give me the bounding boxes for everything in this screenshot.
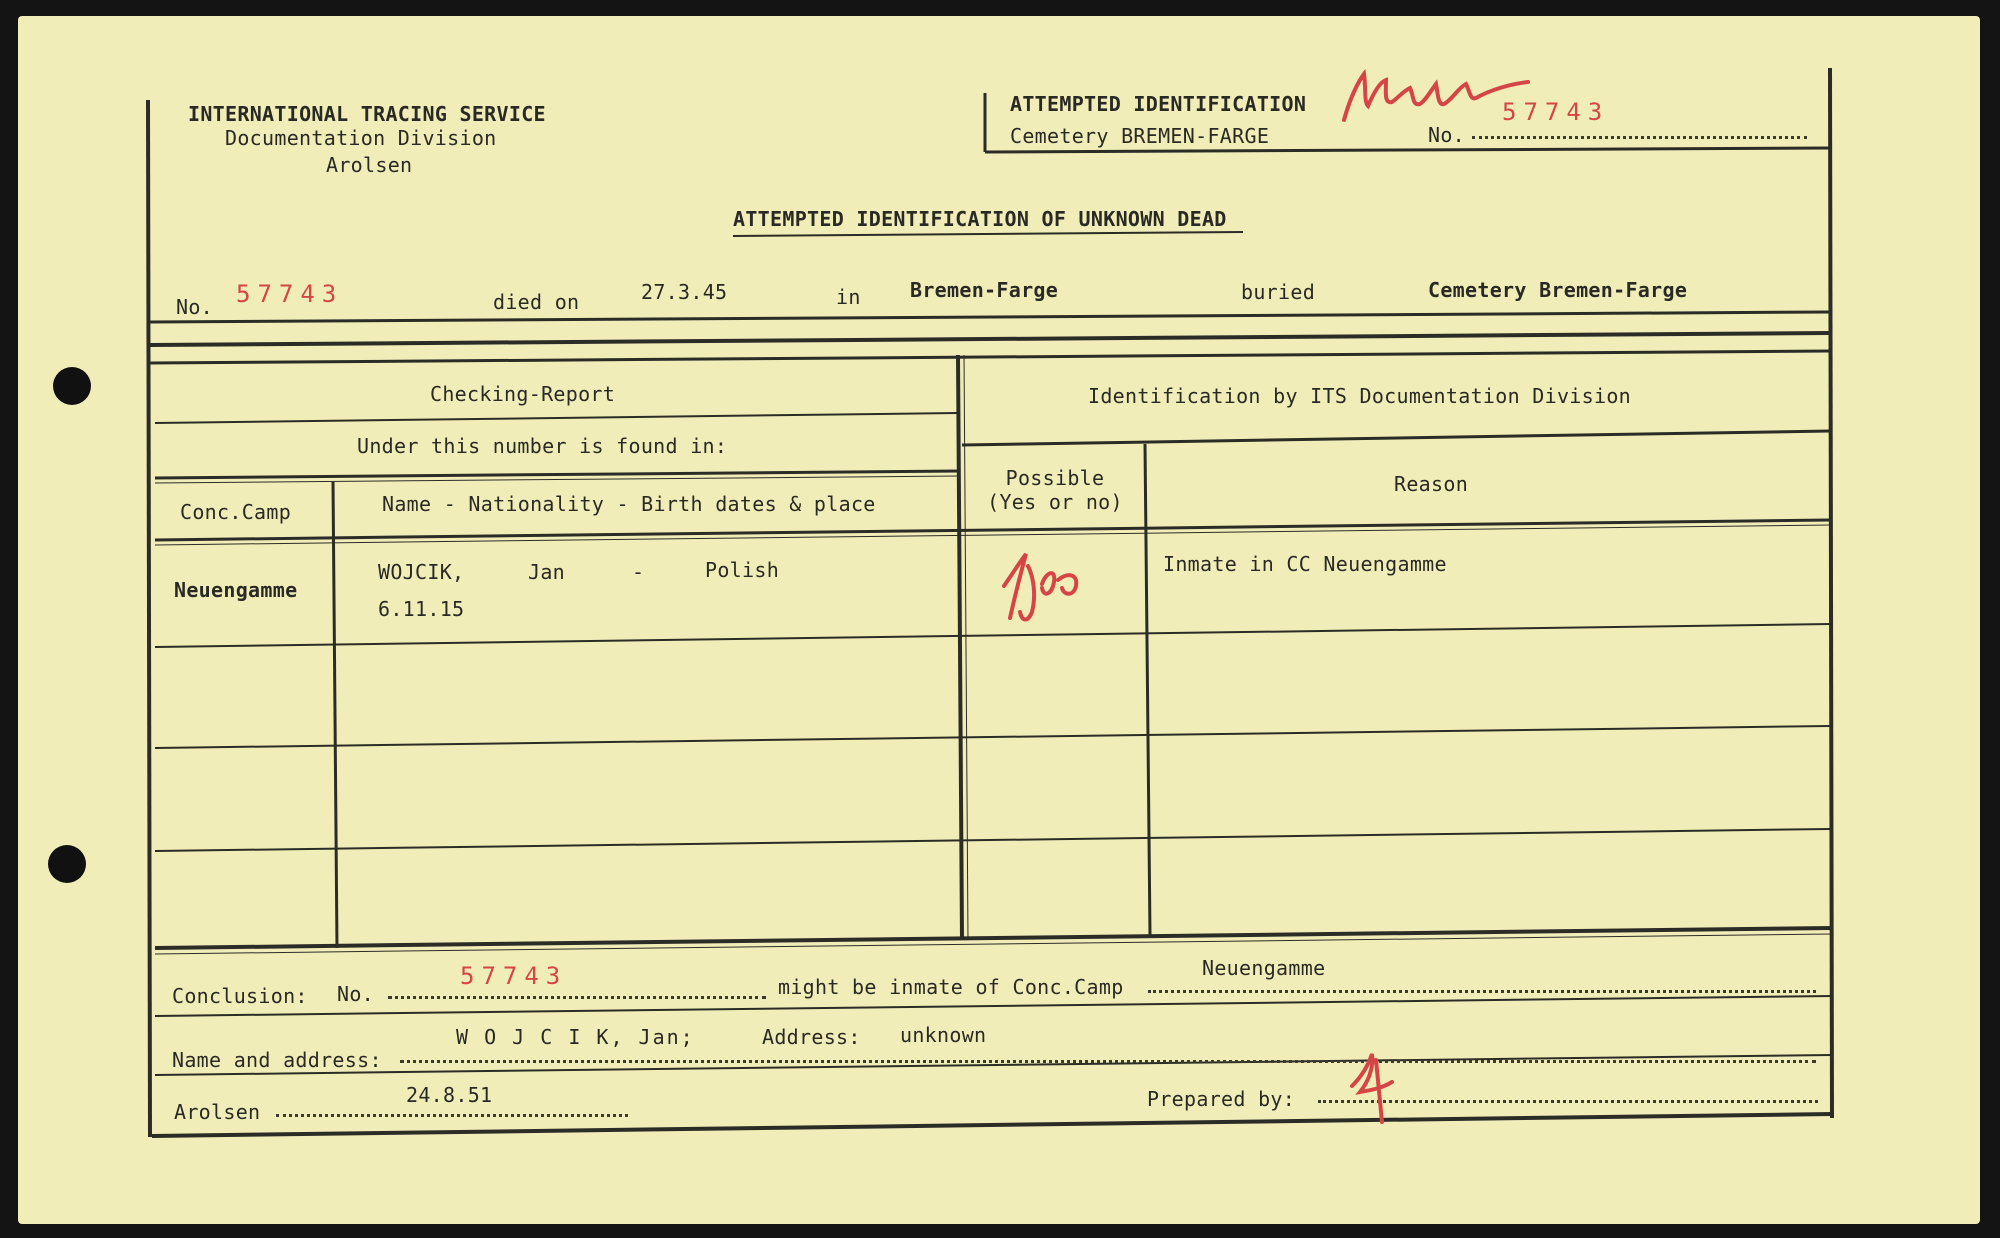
box-title: ATTEMPTED IDENTIFICATION bbox=[1010, 92, 1307, 116]
record-no-value: 57743 bbox=[236, 280, 344, 308]
footer-place-label: Arolsen bbox=[174, 1100, 261, 1124]
name-address-label: Name and address: bbox=[172, 1048, 382, 1072]
identification-title: Identification by ITS Documentation Division bbox=[1088, 384, 1632, 408]
conclusion-camp-value: Neuengamme bbox=[1202, 956, 1326, 980]
conclusion-label: Conclusion: bbox=[172, 984, 308, 1008]
conclusion-middle-text: might be inmate of Conc.Camp bbox=[778, 975, 1124, 999]
col-possible-hint: (Yes or no) bbox=[987, 490, 1123, 514]
name-address-dots bbox=[400, 1060, 1816, 1063]
row-birth-date: 6.11.15 bbox=[378, 597, 465, 621]
row-surname: WOJCIK, bbox=[378, 560, 465, 584]
col-possible: Possible bbox=[1005, 466, 1105, 490]
org-division: Documentation Division bbox=[225, 126, 497, 150]
box-cemetery: Cemetery BREMEN-FARGE bbox=[1010, 124, 1270, 148]
org-city: Arolsen bbox=[326, 153, 413, 177]
handwritten-yes-mark bbox=[998, 548, 1098, 628]
checking-report-title: Checking-Report bbox=[430, 382, 616, 406]
conclusion-no-value: 57743 bbox=[460, 962, 568, 990]
col-name-nationality: Name - Nationality - Birth dates & place bbox=[382, 492, 876, 516]
handwritten-annotation-signature bbox=[1340, 62, 1530, 126]
conclusion-no-label: No. bbox=[337, 982, 375, 1006]
col-reason: Reason bbox=[1394, 472, 1469, 496]
record-no-label: No. bbox=[176, 295, 214, 319]
box-no-label: No. bbox=[1428, 123, 1466, 147]
row-firstname: Jan bbox=[528, 560, 566, 584]
in-label: in bbox=[836, 285, 861, 309]
conclusion-no-dots bbox=[388, 996, 766, 999]
footer-date-value: 24.8.51 bbox=[406, 1083, 493, 1107]
row-camp: Neuengamme bbox=[174, 578, 298, 602]
buried-value: Cemetery Bremen-Farge bbox=[1428, 278, 1688, 302]
box-no-dots bbox=[1472, 136, 1807, 139]
address-label: Address: bbox=[762, 1025, 861, 1049]
row-reason: Inmate in CC Neuengamme bbox=[1163, 552, 1447, 576]
row-nationality: Polish bbox=[705, 558, 780, 582]
conclusion-camp-dots bbox=[1148, 990, 1816, 993]
prepared-by-label: Prepared by: bbox=[1147, 1087, 1296, 1111]
died-label: died on bbox=[493, 290, 580, 314]
checking-report-subtitle: Under this number is found in: bbox=[357, 434, 728, 458]
footer-date-dots bbox=[276, 1114, 628, 1117]
address-value: unknown bbox=[900, 1023, 987, 1047]
punch-hole-bottom bbox=[48, 845, 86, 883]
died-value: 27.3.45 bbox=[641, 280, 728, 304]
row-dash: - bbox=[632, 560, 645, 584]
handwritten-preparer-initial bbox=[1348, 1046, 1398, 1128]
box-no-value: 57743 bbox=[1502, 98, 1610, 126]
buried-label: buried bbox=[1241, 280, 1316, 304]
in-value: Bremen-Farge bbox=[910, 278, 1059, 302]
punch-hole-top bbox=[53, 367, 91, 405]
name-value: W O J C I K, Jan; bbox=[456, 1025, 695, 1049]
col-conc-camp: Conc.Camp bbox=[180, 500, 292, 524]
org-name: INTERNATIONAL TRACING SERVICE bbox=[188, 102, 546, 126]
form-title: ATTEMPTED IDENTIFICATION OF UNKNOWN DEAD bbox=[733, 207, 1227, 231]
